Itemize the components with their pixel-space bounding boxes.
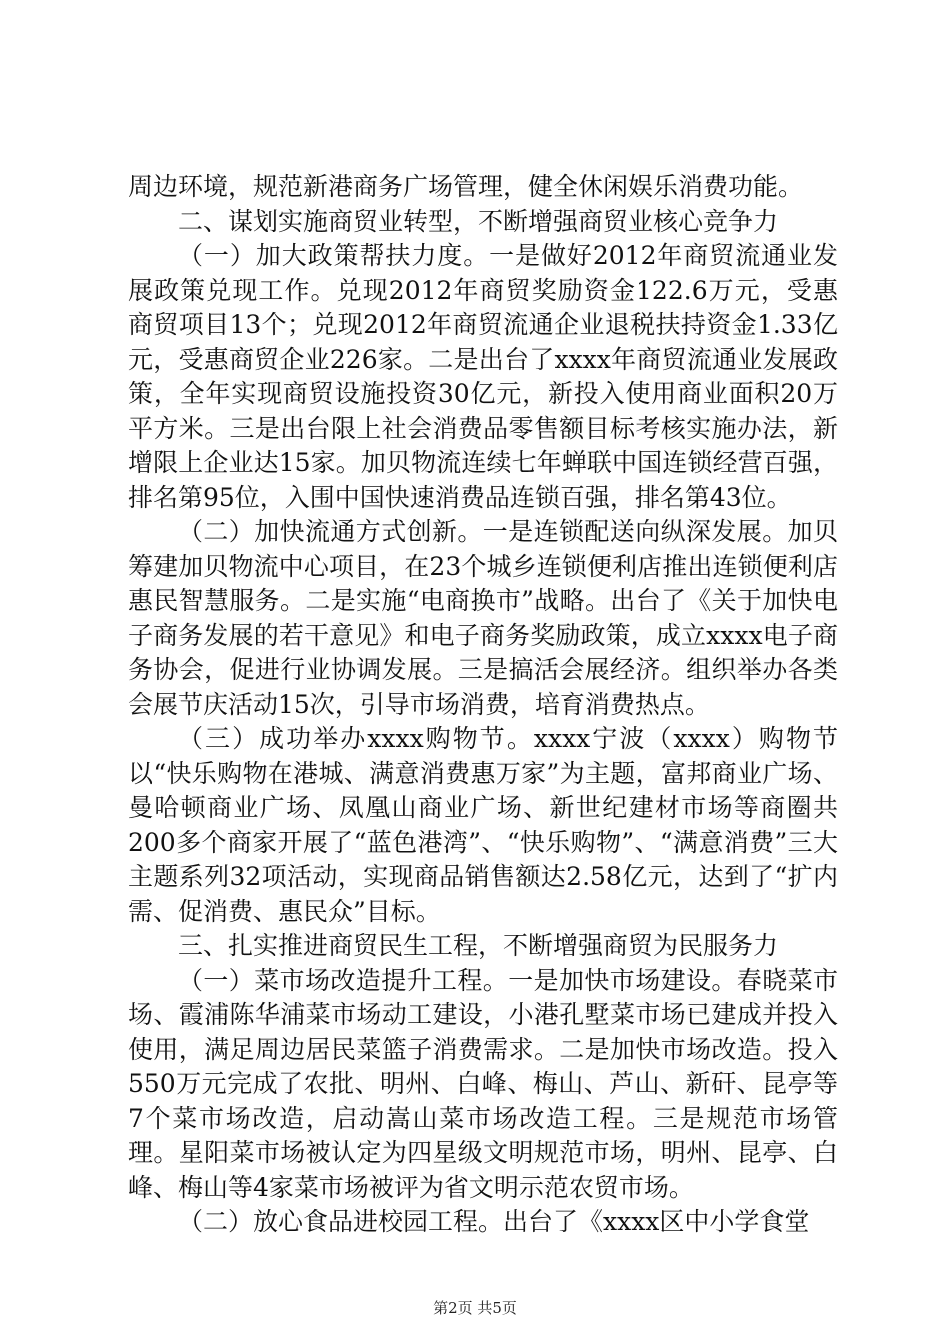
body-paragraph: 周边环境，规范新港商务广场管理，健全休闲娱乐消费功能。 (128, 172, 804, 201)
body-paragraph: （一）菜市场改造提升工程。一是加快市场建设。春晓菜市场、霞浦陈华浦菜市场动工建设，小港孔墅菜市场已建成并投入使用，满足周边居民菜篮子消费需求。二是加快市场改造。投入550万元完成了农批、明州、白峰、梅山、芦山、新矸、昆亭等7个菜市场改造，启动嵩山菜市场改造工程。三是规范市场管理。星阳菜市场被认定为四星级文明规范市场，明州、昆亭、白峰、梅山等4家菜市场被评为省文明示范农贸市场。 (128, 965, 838, 1202)
section-heading: 三、扎实推进商贸民生工程，不断增强商贸为民服务力 (178, 931, 779, 960)
body-paragraph: （一）加大政策帮扶力度。一是做好2012年商贸流通业发展政策兑现工作。兑现2012年商贸奖励资金122.6万元，受惠商贸项目13个；兑现2012年商贸流通企业退税扶持资金1.33亿元，受惠商贸企业226家。二是出台了xxxx年商贸流通业发展政策，全年实现商贸设施投资30亿元，新投入使用商业面积20万平方米。三是出台限上社会消费品零售额目标考核实施办法，新增限上企业达15家。加贝物流连续七年蝉联中国连锁经营百强，排名第95位，入围中国快速消费品连锁百强，排名第43位。 (128, 241, 838, 512)
body-paragraph: （三）成功举办xxxx购物节。xxxx宁波（xxxx）购物节以“快乐购物在港城、满意消费惠万家”为主题，富邦商业广场、曼哈顿商业广场、凤凰山商业广场、新世纪建材市场等商圈共200多个商家开展了“蓝色港湾”、“快乐购物”、“满意消费”三大主题系列32项活动，实现商品销售额达2.58亿元，达到了“扩内需、促消费、惠民众”目标。 (128, 724, 838, 926)
section-heading: 二、谋划实施商贸业转型，不断增强商贸业核心竞争力 (178, 206, 779, 236)
document-body (128, 170, 838, 1240)
body-paragraph: （二）放心食品进校园工程。出台了《xxxx区中小学食堂 (178, 1207, 810, 1236)
page-footer (0, 1298, 950, 1318)
page-number: 第2页 共5页 (433, 1299, 517, 1317)
body-paragraph: （二）加快流通方式创新。一是连锁配送向纵深发展。加贝筹建加贝物流中心项目，在23个城乡连锁便利店推出连锁便利店惠民智慧服务。二是实施“电商换市”战略。出台了《关于加快电子商务发展的若干意见》和电子商务奖励政策，成立xxxx电子商务协会，促进行业协调发展。三是搞活会展经济。组织举办各类会展节庆活动15次，引导市场消费，培育消费热点。 (128, 517, 838, 719)
